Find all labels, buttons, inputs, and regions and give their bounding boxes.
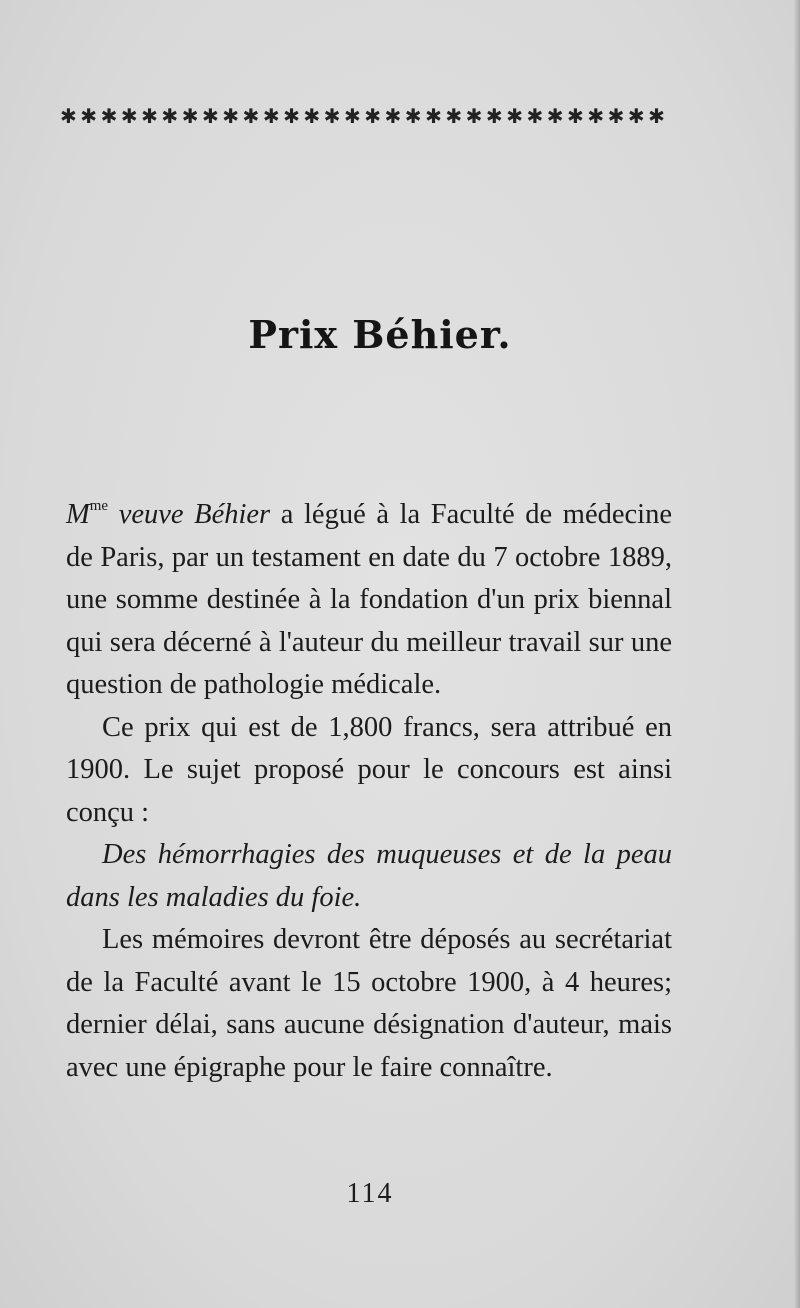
ornament-star-icon: ✱ xyxy=(384,104,402,128)
honorific: M xyxy=(66,499,90,530)
ornament-star-icon: ✱ xyxy=(60,104,77,128)
ornament-star-icon: ✱ xyxy=(181,104,199,128)
benefactor-name: veuve Béhier xyxy=(108,499,271,530)
ornament-star-icon: ✱ xyxy=(546,104,564,128)
ornament-star-icon: ✱ xyxy=(303,104,321,128)
ornament-star-icon: ✱ xyxy=(262,104,280,128)
ornament-star-icon: ✱ xyxy=(80,104,98,128)
ornament-star-icon: ✱ xyxy=(343,104,361,128)
ornament-star-icon: ✱ xyxy=(587,104,605,128)
ornament-star-icon: ✱ xyxy=(100,104,118,128)
body-text xyxy=(66,494,672,1089)
page-title: Prix Béhier. xyxy=(248,312,512,357)
ornament-star-icon: ✱ xyxy=(445,104,463,128)
ornament-star-icon: ✱ xyxy=(120,104,138,128)
ornament-star-icon: ✱ xyxy=(141,104,158,128)
ornament-star-icon: ✱ xyxy=(283,104,300,128)
paragraph-4: Les mémoires devront être déposés au secrétariat de la Faculté avant le 15 octobre 1900, à 4 heures; dernier délai, sans aucune désignation d'auteur, mais avec une épigraphe pour le faire connaître. xyxy=(66,924,672,1083)
paragraph-1 xyxy=(66,494,672,707)
ornamental-border xyxy=(60,100,665,132)
ornament-star-icon: ✱ xyxy=(364,104,381,128)
paragraph-3-subject: Des hémorrhagies des muqueuses et de la peau dans les maladies du foie. xyxy=(66,839,672,913)
ornament-star-icon: ✱ xyxy=(323,104,341,128)
ornament-star-icon: ✱ xyxy=(607,104,625,128)
honorific-superscript: me xyxy=(89,498,109,514)
ornament-star-icon: ✱ xyxy=(506,104,523,128)
paragraph-1-text: a légué à la Faculté de médecine de Paris, par un testament en date du 7 octobre 1889, une somme destinée à la fondation d'un prix biennal qui sera décerné à l'auteur du meilleur travail sur une question de pathologie médicale. xyxy=(66,499,672,700)
page-edge-shadow xyxy=(794,0,800,1308)
page-number: 114 xyxy=(346,1178,394,1209)
ornament-star-icon: ✱ xyxy=(567,104,584,128)
ornament-star-icon: ✱ xyxy=(404,104,422,128)
ornament-star-icon: ✱ xyxy=(425,104,442,128)
ornament-star-icon: ✱ xyxy=(201,104,219,128)
paragraph-2: Ce prix qui est de 1,800 francs, sera attribué en 1900. Le sujet proposé pour le concours est ainsi conçu : xyxy=(66,711,672,828)
ornament-star-icon: ✱ xyxy=(648,104,665,128)
ornament-star-icon: ✱ xyxy=(627,104,645,128)
ornament-star-icon: ✱ xyxy=(222,104,240,128)
ornament-star-icon: ✱ xyxy=(465,104,483,128)
ornament-star-icon: ✱ xyxy=(161,104,179,128)
ornament-star-icon: ✱ xyxy=(242,104,260,128)
ornament-star-icon: ✱ xyxy=(485,104,503,128)
ornament-star-icon: ✱ xyxy=(526,104,544,128)
